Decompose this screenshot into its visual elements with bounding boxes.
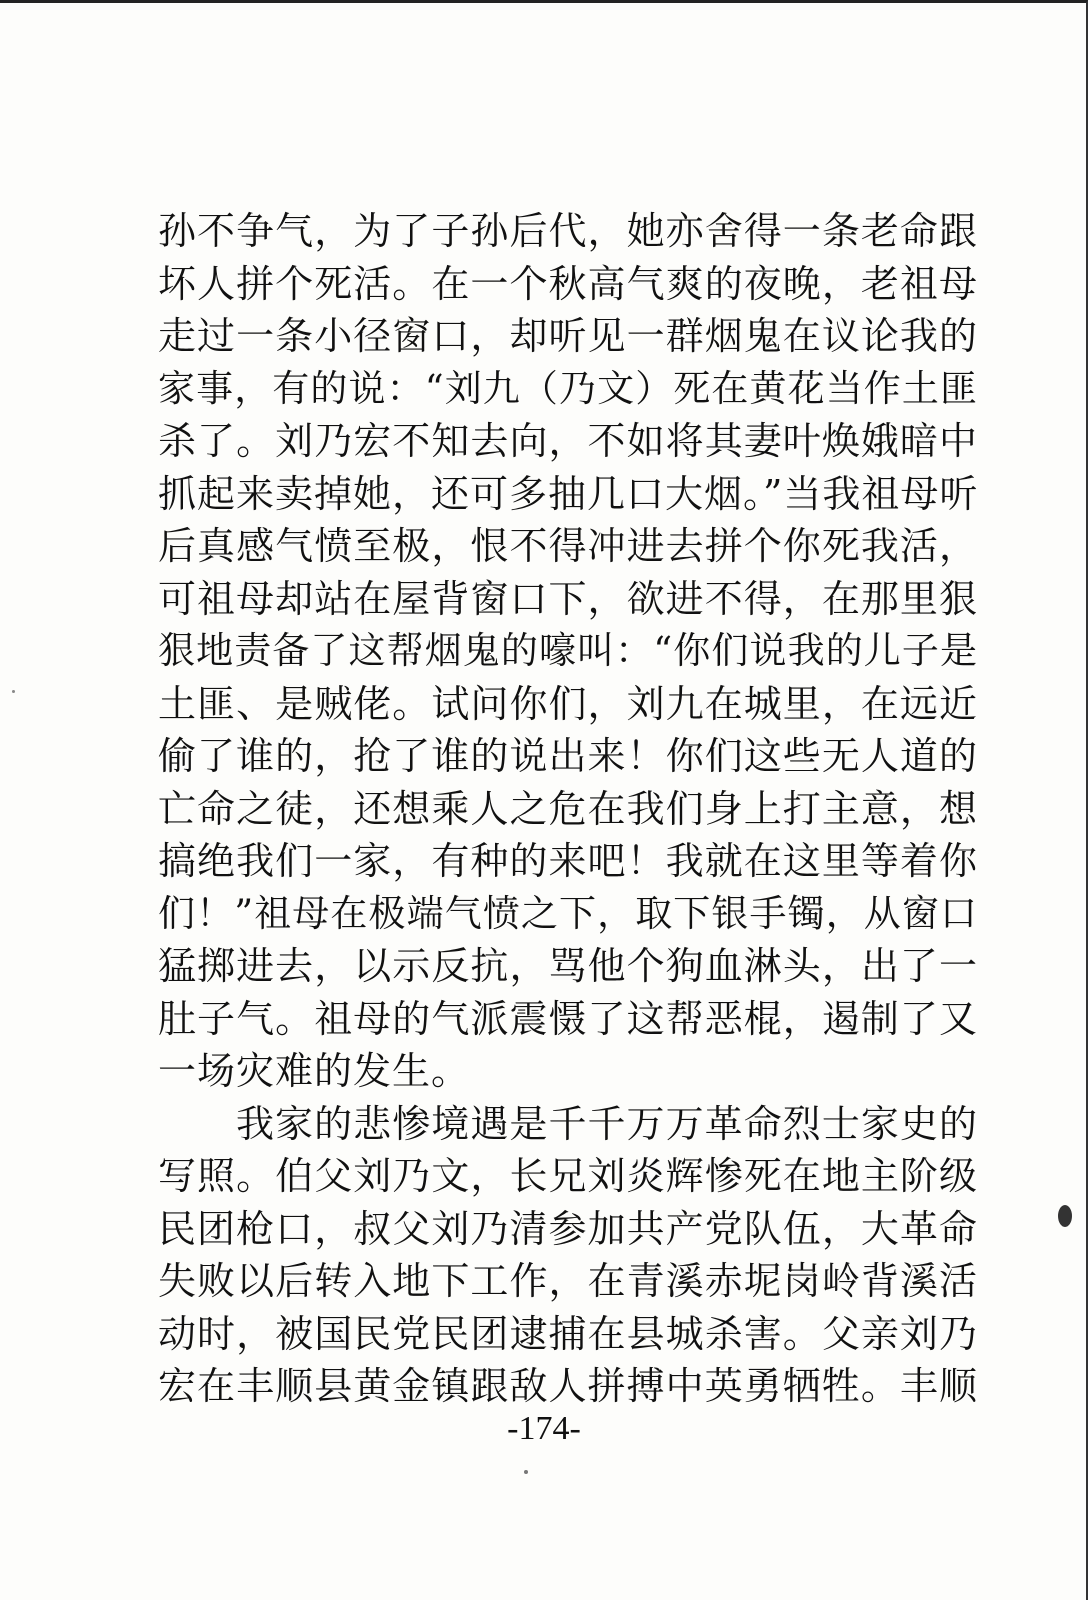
text-line: 家事，有的说：“刘九（乃文）死在黄花当作土匪: [158, 366, 978, 410]
text-line: 一场灾难的发生。: [158, 1049, 471, 1093]
paragraph-1: [158, 205, 978, 1098]
text-line: 亡命之徒，还想乘人之危在我们身上打主意，想: [158, 786, 978, 831]
text-line: 抓起来卖掉她，还可多抽几口大烟。”当我祖母听: [158, 471, 979, 516]
scan-speck: [524, 1470, 528, 1474]
text-line: 狠地责备了这帮烟鬼的嚎叫：“你们说我的儿子是: [158, 629, 978, 672]
text-line: 后真感气愤至极，恨不得冲进去拼个你死我活，: [158, 524, 978, 568]
page-number: -174-: [507, 1410, 581, 1447]
text-line: 写照。伯父刘乃文，长兄刘炎辉惨死在地主阶级: [158, 1154, 978, 1198]
text-line: 孙不争气，为了子孙后代，她亦舍得一条老命跟: [158, 209, 978, 253]
page-body: [158, 205, 978, 1413]
text-line: 搞绝我们一家，有种的来吧！我就在这里等着你: [158, 839, 978, 883]
text-line: 坏人拼个死活。在一个秋高气爽的夜晚，老祖母: [158, 261, 978, 306]
text-line: 民团枪口，叔父刘乃清参加共产党队伍，大革命: [158, 1206, 978, 1251]
text-line: 们！”祖母在极端气愤之下，取下银手镯，从窗口: [158, 891, 978, 935]
text-line: 杀了。刘乃宏不知去向，不如将其妻叶焕娥暗中: [158, 419, 978, 463]
text-line: 动时，被国民党民团逮捕在县城杀害。父亲刘乃: [158, 1311, 978, 1356]
text-line: 土匪、是贼佬。试问你们，刘九在城里，在远近: [158, 681, 978, 726]
text-line: 宏在丰顺县黄金镇跟敌人拼搏中英勇牺牲。丰顺: [158, 1364, 978, 1408]
text-line: 走过一条小径窗口，却听见一群烟鬼在议论我的: [158, 314, 978, 358]
text-line: 猛掷进去，以示反抗，骂他个狗血淋头，出了一: [158, 944, 978, 988]
text-line: 可祖母却站在屋背窗口下，欲进不得，在那里狠: [158, 576, 978, 621]
text-line: 肚子气。祖母的气派震慑了这帮恶棍，遏制了又: [158, 996, 978, 1041]
scan-speck: [1058, 1205, 1072, 1227]
text-line: 我家的悲惨境遇是千千万万革命烈士家史的: [236, 1101, 978, 1146]
text-line: 偷了谁的，抢了谁的说出来！你们这些无人道的: [158, 734, 978, 778]
text-line: 失败以后转入地下工作，在青溪赤坭岗岭背溪活: [158, 1259, 978, 1303]
paragraph-2: [158, 1098, 978, 1413]
scan-speck: [12, 690, 15, 693]
